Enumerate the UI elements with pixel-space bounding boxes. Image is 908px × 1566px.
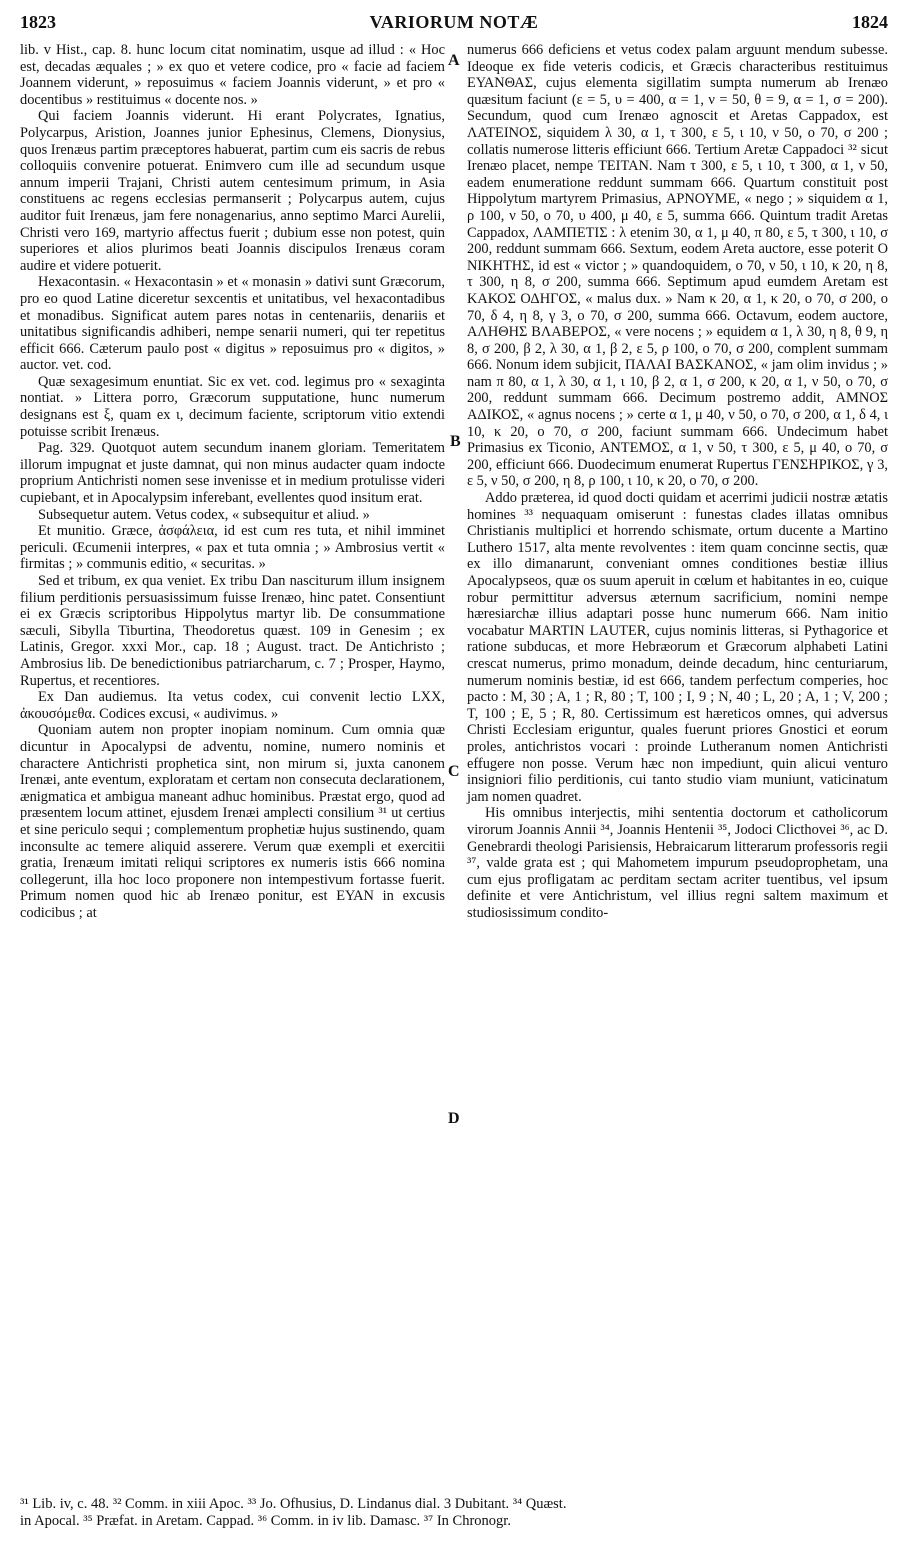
paragraph: Sed et tribum, ex qua veniet. Ex tribu Dan nasciturum illum insignem filium perditionis persuasissimum fuisse Irenæo, hinc patet. Consentiunt ei ex Græcis scriptoribus Hippolytus martyr lib. De consummatione sæculi, Sibylla Tiburtina, Theodoretus quæst. 109 in Genesim ; ex Latinis, Gregor. xxxi Mor., cap. 18 ; August. tract. De Antichristo ; Ambrosius lib. De benedictionibus patriarcharum, c. 7 ; Prosper, Haymo, Rupertus, et recentiores. <box>20 573 445 689</box>
paragraph: Addo præterea, id quod docti quidam et acerrimi judicii nostræ ætatis homines ³³ nequaquam omiserunt : funestas clades illatas omnibus Christianis multiplici et horrendo schismate, ortum ducente a Martino Luthero 1517, alta mente revolventes : item quam concinne sectis, quæ ex illo dimanarunt, conveniant omnes conditiones bestiæ illius Apocalypseos, quæ os suum aperuit in cœlum et habitantes in eo, cuique robur permittitur adversus æternum sacrificium, nomini nempe hæresiarchæ illius adaptari posse hunc numerum 666. Nam initio vocabatur MARTIN LAUTER, cujus nominis litteras, si Pythagorice et ratione subducas, et more Hebræorum et Græcorum alphabeti Latini crescat numerus, primo monadum, deinde decadum, hinc centuriarum, numerum nominis bestiæ, id est 666, tandem perfectum comperies, hoc pacto : M, 30 ; A, 1 ; R, 80 ; T, 100 ; I, 9 ; N, 40 ; L, 20 ; A, 1 ; V, 200 ; T, 100 ; E, 5 ; R, 80. Certissimum est hæreticos omnes, qui adversus Christi Ecclesiam eriguntur, quales fuerunt priores Gnostici et eorum proles, antichristos vocari : proinde Lutheranum nomen Antichristi effugere non posse. Verum hæc non impediunt, quin alicui venturo insigniori filio perditionis, cui tanto studio viam muniunt, vaticinatum jam nomen quadret. <box>467 490 888 805</box>
section-marker-d: D <box>448 1110 460 1127</box>
footnote-line: in Apocal. ³⁵ Præfat. in Aretam. Cappad. ³⁶ Comm. in iv lib. Damasc. ³⁷ In Chronogr. <box>20 1513 511 1529</box>
paragraph: Et munitio. Græce, ἀσφάλεια, id est cum res tuta, et nihil imminet periculi. Œcumenii interpres, « pax et tuta omnia ; » Ambrosius vertit « firmitas ; » communis editio, « securitas. » <box>20 523 445 573</box>
footnotes <box>20 1496 888 1530</box>
paragraph: Quoniam autem non propter inopiam nominum. Cum omnia quæ dicuntur in Apocalypsi de adventu, nomine, numero nominis et charactere Antichristi prophetica sint, non mirum si, juxta canonem Irenæi, ante eventum, exploratam et certam non consecuta declarationem, ænigmatica et ambigua maneant adhuc hominibus. Præstat ergo, quod ad præsentem locum attinet, ejusdem Irenæi amplecti consilium ³¹ ut certius et sine periculo sequi ; complementum prophetiæ hujus sustinendo, quam inconsulte ac temere aliquid asserere. Verum quæ exempli et exercitii gratia, Irenæum imitati reliqui scriptores ex numeris istis 666 nomina collegerunt, illa hoc loco proponere non intempestivum fortasse fuerit. Primum nomen quod hic ab Irenæo ponitur, est ΕΥΑΝ in excusis codicibus ; at <box>20 722 445 921</box>
paragraph: His omnibus interjectis, mihi sententia doctorum et catholicorum virorum Joannis Annii ³⁴, Joannis Hentenii ³⁵, Jodoci Clicthovei ³⁶, ac D. Genebrardi theologi Parisiensis, Hebraicarum litterarum professoris regii ³⁷, valde grata est ; qui Mahometem impurum pseudoprophetam, una cum ejus profligatam ac perditam sectam acriter tuentibus, vel ipsum definite et vere Antichristum, vel illius regni saltem maximum et studiosissimum condito- <box>467 805 888 921</box>
paragraph: Hexacontasin. « Hexacontasin » et « monasin » dativi sunt Græcorum, pro eo quod Latine diceretur sexcentis et unitatibus, vel hexacontadibus et monadibus. Significat autem pares notas in centenariis, denariis et unitatibus significandis adhiberi, nempe senarii numeri, qui ter repetitus efficit 666. Cæterum paulo post « digitus » reposuimus pro « digitos, » auctor. vet. cod. <box>20 274 445 374</box>
paragraph: numerus 666 deficiens et vetus codex palam arguunt mendum subesse. Ideoque ex fide veteris codicis, et Græcis characteribus restituimus ΕΥΑΝΘΑΣ, cujus elementa sigillatim sumpta numerum ab Irenæo quæsitum faciunt (ε = 5, υ = 400, α = 1, ν = 50, θ = 9, α = 1, σ = 200). Secundum, quod cum Irenæo agnoscit et Aretas Cappadox, est ΛΑΤΕΙΝΟΣ, siquidem λ 30, α 1, τ 300, ε 5, ι 10, ν 50, ο 70, σ 200 ; collatis numerose litteris efficiunt 666. Tertium Aretæ Cappadoci ³² sicut Irenæo placet, nempe ΤΕΙΤΑΝ. Nam τ 300, ε 5, ι 10, τ 300, α 1, ν 50, eadem enumeratione reddunt summam 666. Quartum constituit post Hippolytum martyrem Primasius, ΑΡΝΟΥΜΕ, « nego ; » siquidem α 1, ρ 100, ν 50, ο 70, υ 400, μ 40, ε 5, summa 666. Quintum tradit Aretas Cappadox, ΛΑΜΠΕΤΙΣ : λ etenim 30, α 1, μ 40, π 80, ε 5, τ 300, ι 10, σ 200, reddunt summam 666. Sextum, eodem Areta auctore, esse poterit Ο ΝΙΚΗΤΗΣ, id est « victor ; » quandoquidem, ο 70, ν 50, ι 10, κ 20, η 8, τ 300, η 8, σ 200, summa 666. Septimum apud eumdem Aretam est ΚΑΚΟΣ ΟΔΗΓΟΣ, « malus dux. » Nam κ 20, α 1, κ 20, ο 70, σ 200, ο 70, δ 4, η 8, γ 3, ο 70, σ 200, summa 666. Octavum, eodem auctore, ΑΛΗΘΗΣ ΒΛΑΒΕΡΟΣ, « vere nocens ; » equidem α 1, λ 30, η 8, θ 9, η 8, σ 200, β 2, λ 30, α 1, β 2, ε 5, ρ 100, ο 70, σ 200, complent summam 666. Nonum idem subjicit, ΠΑΛΑΙ ΒΑΣΚΑΝΟΣ, « jam olim invidus ; » nam π 80, α 1, λ 30, α 1, ι 10, β 2, α 1, σ 200, κ 20, α 1, ν 50, ο 70, σ 200, reddunt summam 666. Decimum postremo addit, ΑΜΝΟΣ ΑΔΙΚΟΣ, « agnus nocens ; » certe α 1, μ 40, ν 50, ο 70, σ 200, α 1, δ 4, ι 10, κ 20, ο 70, σ 200, faciunt summam 666. Undecimum habet Primasius ex Ticonio, ΑΝΤΕΜΟΣ, α 1, ν 50, τ 300, ε 5, μ 40, ο 70, σ 200, efficiunt 666. Duodecimum enumerat Rupertus ΓΕΝΣΗΡΙΚΟΣ, γ 3, ε 5, ν 50, σ 200, η 8, ρ 100, ι 10, κ 20, ο 70, σ 200. <box>467 42 888 490</box>
section-marker-a: A <box>448 52 460 69</box>
paragraph: Qui faciem Joannis viderunt. Hi erant Polycrates, Ignatius, Polycarpus, Aristion, Joannes junior Ephesinus, Clemens, Dionysius, quos Irenæus partim præceptores habuerat, partim cum eis sacris de rebus colloquiis convenire potuerat. Enimvero cum ille ad secundum usque annum imperii Trajani, Christi autem centesimum primum, in Asia constituens ac regens ecclesias permanserit ; Polycarpus autem, cujus auditor fuit Irenæus, jam fere nonagenarius, anno septimo Marci Aurelii, Christi vero 169, martyrio affectus fuerit ; dubium esse non potest, quin superiores et alios plurimos beati Joannis discipulos Irenæus coram audire et videre potuerit. <box>20 108 445 274</box>
left-page-number: 1823 <box>20 12 56 32</box>
running-title: VARIORUM NOTÆ <box>369 12 539 32</box>
right-page-number: 1824 <box>852 12 888 32</box>
running-header <box>20 12 888 42</box>
right-column <box>467 42 888 921</box>
left-column <box>20 42 445 921</box>
section-marker-b: B <box>450 433 461 450</box>
paragraph: lib. v Hist., cap. 8. hunc locum citat nominatim, usque ad illud : « Hoc est, decadas æquales ; » ex quo et vetere codice, pro « facie ad faciem Joannem viderunt, » reposuimus « faciem Joannis viderunt, » et pro « docentibus » restituimus « docente nos. » <box>20 42 445 108</box>
paragraph: Quæ sexagesimum enuntiat. Sic ex vet. cod. legimus pro « sexaginta nontiat. » Littera porro, Græcorum supputatione, hunc numerum designans est ξ, quam ex ι, decimum faciente, scriptorum vitio extendi potuisse scribit Irenæus. <box>20 373 445 440</box>
paragraph: Pag. 329. Quotquot autem secundum inanem gloriam. Temeritatem illorum impugnat et juste damnat, qui non minus audacter quam indocte proprium Antichristi nomen sese invenisse et in medium protulisse videri cupiebant, et in Apocalypsim inferebant, evellentes quod insitum erat. <box>20 440 445 507</box>
section-marker-c: C <box>448 763 460 780</box>
paragraph: Ex Dan audiemus. Ita vetus codex, cui convenit lectio LXX, ἀκουσόμεθα. Codices excusi, « audivimus. » <box>20 689 445 722</box>
footnote-line: ³¹ Lib. iv, c. 48. ³² Comm. in xiii Apoc. ³³ Jo. Ofhusius, D. Lindanus dial. 3 Dubitant. ³⁴ Quæst. <box>20 1496 567 1512</box>
paragraph: Subsequetur autem. Vetus codex, « subsequitur et aliud. » <box>38 506 370 523</box>
